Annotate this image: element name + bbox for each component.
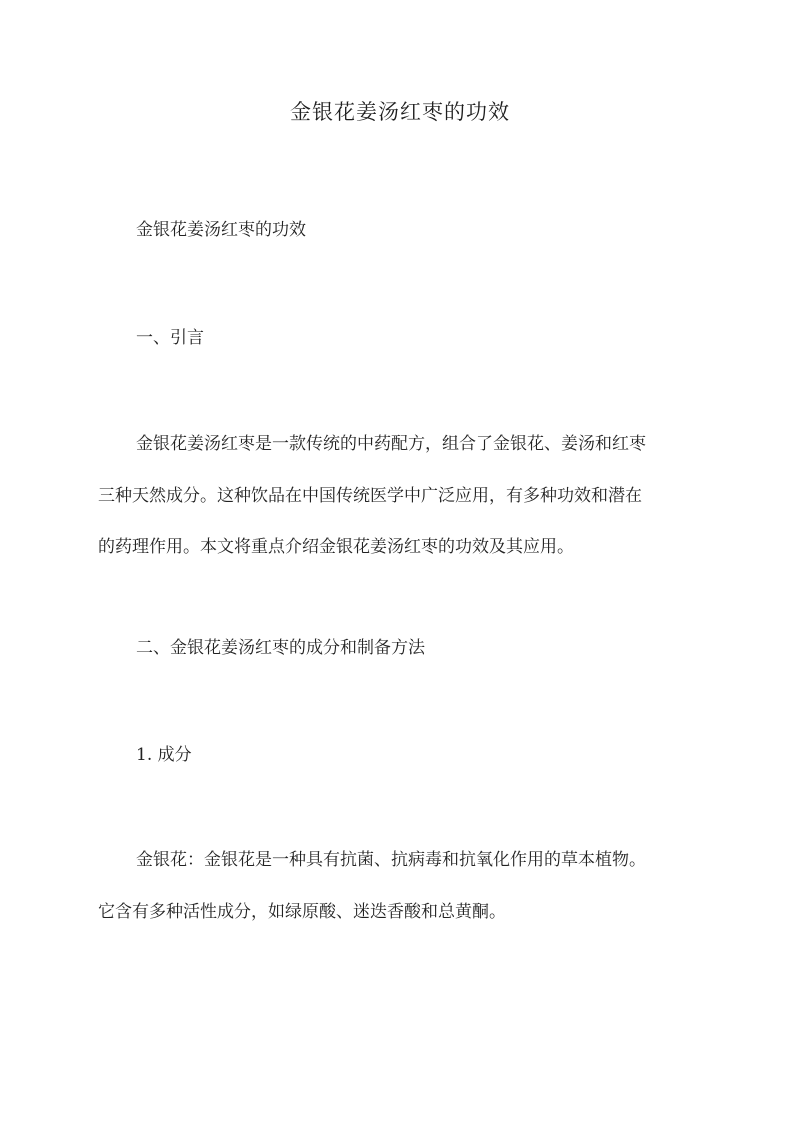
document-title: 金银花姜汤红枣的功效 xyxy=(290,100,510,124)
honeysuckle-paragraph-line-2: 它含有多种活性成分，如绿原酸、迷迭香酸和总黄酮。 xyxy=(98,902,506,922)
intro-paragraph-line-2: 三种天然成分。这种饮品在中国传统医学中广泛应用，有多种功效和潜在 xyxy=(98,486,642,506)
intro-paragraph-line-3: 的药理作用。本文将重点介绍金银花姜汤红枣的功效及其应用。 xyxy=(98,537,574,557)
section-heading-ingredients-preparation: 二、金银花姜汤红枣的成分和制备方法 xyxy=(136,638,425,658)
section-heading-introduction: 一、引言 xyxy=(136,328,204,348)
subsection-heading-ingredients: 1. 成分 xyxy=(136,745,192,765)
honeysuckle-paragraph-line-1: 金银花：金银花是一种具有抗菌、抗病毒和抗氧化作用的草本植物。 xyxy=(136,850,646,870)
document-subtitle: 金银花姜汤红枣的功效 xyxy=(136,220,306,240)
intro-paragraph-line-1: 金银花姜汤红枣是一款传统的中药配方，组合了金银花、姜汤和红枣 xyxy=(136,434,646,454)
